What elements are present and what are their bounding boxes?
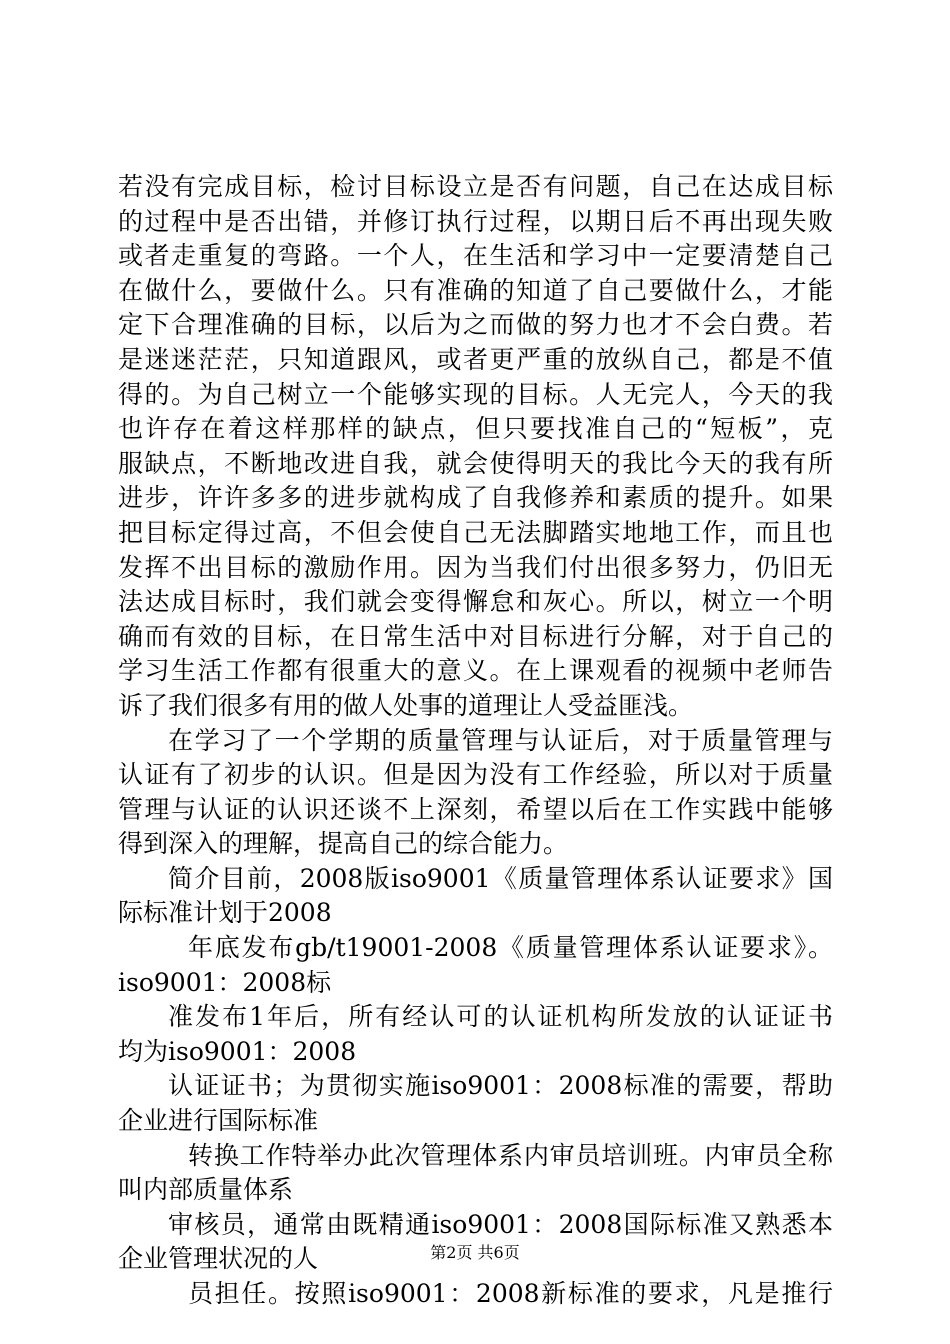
text-line: 服缺点，不断地改进自我，就会使得明天的我比今天的我有所 [118, 448, 833, 478]
text-line: 诉了我们很多有用的做人处事的道理让人受益匪浅。 [118, 690, 694, 720]
text-line: 在做什么，要做什么。只有准确的知道了自己要做什么，才能 [118, 275, 833, 305]
text-line: 把目标定得过高，不但会使自己无法脚踏实地地工作，而且也 [118, 517, 833, 547]
text-line: 学习生活工作都有很重大的意义。在上课观看的视频中老师告 [118, 656, 833, 686]
text-line: 或者走重复的弯路。一个人，在生活和学习中一定要清楚自己 [118, 241, 833, 271]
text-line: 认证有了初步的认识。但是因为没有工作经验，所以对于质量 [118, 760, 833, 790]
text-line: iso9001：2008标 [118, 967, 332, 997]
text-line: 若没有完成目标，检讨目标设立是否有问题，自己在达成目标 [118, 172, 833, 201]
text-line: 企业进行国际标准 [118, 1106, 319, 1136]
text-line: 得到深入的理解，提高自己的综合能力。 [118, 829, 569, 859]
text-line: 也许存在着这样那样的缺点，但只要找准自己的“短板”，克 [118, 414, 833, 444]
text-line: 是迷迷茫茫，只知道跟风，或者更严重的放纵自己，都是不值 [118, 344, 833, 374]
text-line: 审核员，通常由既精通iso9001：2008国际标准又熟悉本 [168, 1209, 833, 1239]
text-line: 法达成目标时，我们就会变得懈怠和灰心。所以，树立一个明 [118, 587, 833, 617]
text-line: 际标准计划于2008 [118, 898, 332, 928]
body-text [118, 170, 833, 1312]
page-footer [0, 1243, 950, 1263]
text-line: 在学习了一个学期的质量管理与认证后，对于质量管理与 [168, 725, 833, 755]
page-number: 第2页 共6页 [430, 1243, 520, 1262]
text-line: 的过程中是否出错，并修订执行过程，以期日后不再出现失败 [118, 206, 833, 236]
text-line: 年底发布gb/t19001-2008《质量管理体系认证要求》。 [188, 933, 833, 963]
text-line: 企业管理状况的人 [118, 1244, 319, 1274]
text-line: 员担任。按照iso9001：2008新标准的要求，凡是推行 [188, 1279, 833, 1308]
text-line: 认证证书；为贯彻实施iso9001：2008标准的需要，帮助 [168, 1071, 833, 1101]
text-line: 均为iso9001：2008 [118, 1036, 357, 1066]
text-line: 确而有效的目标，在日常生活中对目标进行分解，对于自己的 [118, 621, 833, 651]
text-line: 管理与认证的认识还谈不上深刻，希望以后在工作实践中能够 [118, 794, 833, 824]
text-line: 叫内部质量体系 [118, 1175, 294, 1205]
text-line: 定下合理准确的目标，以后为之而做的努力也才不会白费。若 [118, 310, 833, 340]
text-line: 准发布1年后，所有经认可的认证机构所发放的认证证书 [168, 1002, 833, 1032]
text-line: 转换工作特举办此次管理体系内审员培训班。内审员全称 [188, 1140, 833, 1170]
text-line: 进步，许许多多的进步就构成了自我修养和素质的提升。如果 [118, 483, 833, 513]
text-line: 得的。为自己树立一个能够实现的目标。人无完人，今天的我 [118, 379, 833, 409]
text-line: 简介目前，2008版iso9001《质量管理体系认证要求》国 [168, 863, 833, 893]
text-line: 发挥不出目标的激励作用。因为当我们付出很多努力，仍旧无 [118, 552, 833, 582]
